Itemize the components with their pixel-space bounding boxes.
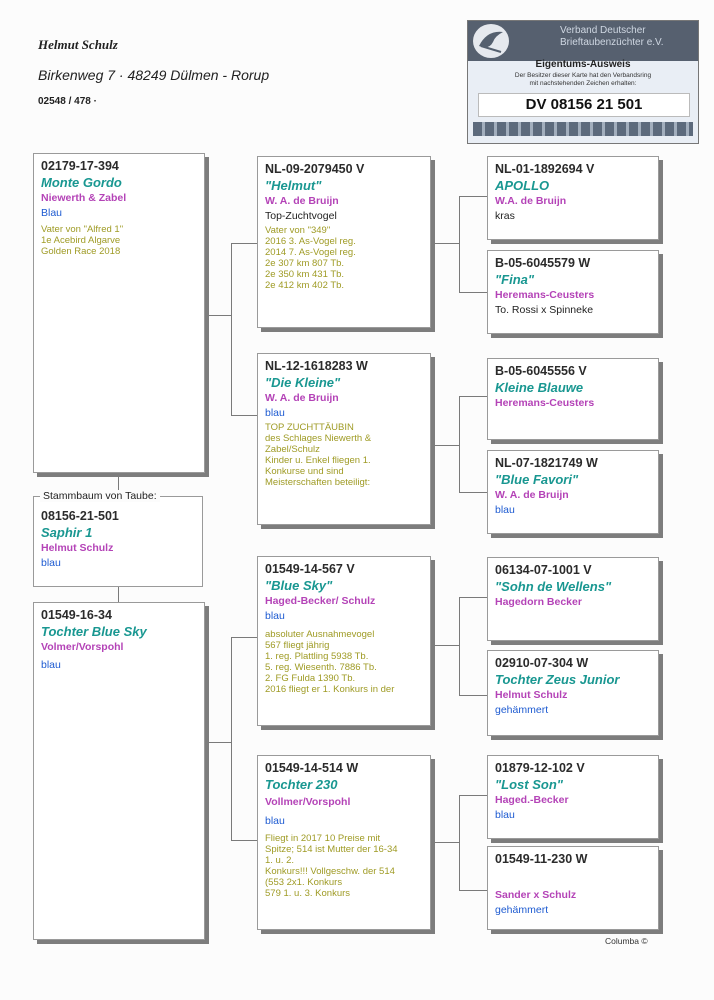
pigeon-name: "Helmut": [265, 178, 322, 193]
color: gehämmert: [495, 904, 549, 916]
pigeon-name: Kleine Blauwe: [495, 380, 584, 395]
color: blau: [41, 557, 61, 569]
pigeon-box-father: [33, 153, 205, 473]
color: blau: [495, 809, 515, 821]
ring-number: B-05-6045556 V: [495, 364, 587, 378]
owner-code: 02548 / 478 ·: [38, 96, 97, 107]
breeder: Haged-Becker/ Schulz: [265, 595, 376, 607]
connector: [231, 840, 257, 841]
pigeon-name: "Lost Son": [495, 777, 563, 792]
connector: [459, 396, 460, 492]
connector: [231, 637, 232, 840]
connector: [459, 292, 487, 293]
connector: [431, 842, 459, 843]
breeder: Helmut Schulz: [495, 689, 568, 701]
note: TOP ZUCHTTÄUBIN des Schlages Niewerth & Zabel/Schulz Kinder u. Enkel fliegen 1. Konkurse und sind Meisterschaften beteiligt:: [265, 422, 372, 488]
connector: [459, 795, 487, 796]
note: absoluter Ausnahmevogel 567 fliegt jährig 1. reg. Plattling 5938 Tb. 5. reg. Wiesenth. 7886 Tb. 2. FG Fulda 1390 Tb. 2016 fliegt er 1. Konkurs in der: [265, 629, 395, 695]
breeder: Sander x Schulz: [495, 889, 577, 901]
pigeon-name: Tochter Blue Sky: [41, 624, 147, 639]
color: blau: [265, 407, 285, 419]
pigeon-box-subject: [33, 496, 203, 587]
breeder: Haged.-Becker: [495, 794, 569, 806]
owner-name: Helmut Schulz: [38, 37, 118, 52]
pigeon-box-ff-father: [487, 156, 659, 240]
pigeon-box-fm-mother: [487, 450, 659, 534]
ring-number: 02179-17-394: [41, 159, 119, 173]
ring-number: NL-09-2079450 V: [265, 162, 365, 176]
connector: [231, 637, 257, 638]
pigeon-name: APOLLO: [495, 178, 550, 193]
card-number-box: [478, 93, 690, 117]
breeder: Heremans-Ceusters: [495, 289, 595, 301]
card-pattern: [473, 122, 693, 136]
pigeon-box-father-father: [257, 156, 431, 328]
connector: [205, 315, 231, 316]
ring-number: NL-12-1618283 W: [265, 359, 368, 373]
color: kras: [495, 210, 515, 222]
pigeon-box-fm-father: [487, 358, 659, 440]
connector: [459, 196, 487, 197]
color: blau: [41, 659, 61, 671]
pigeon-logo-icon: [473, 24, 509, 58]
pigeon-box-mm-father: [487, 755, 659, 839]
ring-number: 01549-16-34: [41, 608, 112, 622]
pigeon-name: Saphir 1: [41, 525, 93, 540]
breeder: W.A. de Bruijn: [495, 195, 567, 207]
note: Vater von "Alfred 1" 1e Acebird Algarve Golden Race 2018: [41, 224, 124, 257]
color: blau: [265, 815, 285, 827]
pigeon-name: "Fina": [495, 272, 535, 287]
ring-number: 01549-14-567 V: [265, 562, 355, 576]
pigeon-box-mm-mother: [487, 846, 659, 930]
breeder: Hagedorn Becker: [495, 596, 582, 608]
pigeon-name: Tochter Zeus Junior: [495, 672, 620, 687]
ring-number: 01879-12-102 V: [495, 761, 585, 775]
connector: [459, 492, 487, 493]
connector: [118, 587, 119, 602]
connector: [459, 890, 487, 891]
connector: [231, 243, 232, 415]
pigeon-box-ff-mother: [487, 250, 659, 334]
stammbaum-label: Stammbaum von Taube:: [40, 490, 160, 502]
ownership-card: [467, 20, 699, 144]
connector: [459, 597, 487, 598]
color: blau: [495, 504, 515, 516]
note: Vater von "349" 2016 3. As-Vogel reg. 2014 7. As-Vogel reg. 2e 307 km 807 Tb. 2e 350 km 431 Tb. 2e 412 km 402 Tb.: [265, 225, 356, 291]
ring-number: NL-01-1892694 V: [495, 162, 595, 176]
breeder: Heremans-Ceusters: [495, 397, 595, 409]
pigeon-box-mother: [33, 602, 205, 940]
breeder: Niewerth & Zabel: [41, 192, 127, 204]
card-header: [468, 21, 698, 61]
color: Top-Zuchtvogel: [265, 210, 337, 222]
breeder: Vollmer/Vorspohl: [265, 796, 351, 808]
ring-number: 06134-07-1001 V: [495, 563, 592, 577]
ring-number: 02910-07-304 W: [495, 656, 589, 670]
card-organization: Verband Deutscher Brieftaubenzüchter e.V.: [560, 25, 664, 48]
connector: [431, 645, 459, 646]
color: Blau: [41, 207, 63, 219]
connector: [459, 597, 460, 695]
ring-number: 01549-11-230 W: [495, 852, 588, 866]
connector: [459, 196, 460, 292]
pigeon-name: [495, 867, 651, 884]
breeder: W. A. de Bruijn: [495, 489, 569, 501]
connector: [231, 415, 257, 416]
breeder: W. A. de Bruijn: [265, 195, 339, 207]
breeder: Volmer/Vorspohl: [41, 641, 124, 653]
connector: [459, 695, 487, 696]
card-description: Der Besitzer dieser Karte hat den Verbandsring mit nachstehenden Zeichen erhalten:: [514, 72, 652, 87]
color: blau: [265, 610, 285, 622]
footer-columba: Columba ©: [605, 936, 648, 946]
ring-number: 08156-21-501: [41, 509, 119, 523]
pigeon-box-mother-father: [257, 556, 431, 726]
connector: [205, 742, 231, 743]
ring-number: 01549-14-514 W: [265, 761, 359, 775]
pigeon-box-mf-mother: [487, 650, 659, 736]
pigeon-name: "Die Kleine": [265, 375, 341, 390]
card-title: Eigentums-Ausweis: [535, 59, 631, 70]
color: To. Rossi x Spinneke: [495, 304, 594, 316]
connector: [231, 243, 257, 244]
pigeon-box-father-mother: [257, 353, 431, 525]
owner-address: Birkenweg 7 · 48249 Dülmen - Rorup: [38, 67, 270, 83]
pigeon-name: Tochter 230: [265, 777, 338, 792]
pigeon-name: Monte Gordo: [41, 175, 122, 190]
color: gehämmert: [495, 704, 549, 716]
card-ring-number: DV 08156 21 501: [525, 96, 643, 113]
ring-number: NL-07-1821749 W: [495, 456, 598, 470]
breeder: W. A. de Bruijn: [265, 392, 339, 404]
breeder: Helmut Schulz: [41, 542, 114, 554]
pigeon-box-mf-father: [487, 557, 659, 641]
pigeon-name: "Sohn de Wellens": [495, 579, 612, 594]
note: Fliegt in 2017 10 Preise mit Spitze; 514 ist Mutter der 16-34 1. u. 2. Konkurs!!! Vollgeschw. der 514 (553 2x1. Konkurs 579 1. u. 3. Konkurs: [265, 833, 398, 899]
connector: [459, 396, 487, 397]
ring-number: B-05-6045579 W: [495, 256, 591, 270]
connector: [459, 795, 460, 890]
connector: [431, 445, 459, 446]
pigeon-box-mother-mother: [257, 755, 431, 930]
connector: [431, 243, 459, 244]
pigeon-name: "Blue Sky": [265, 578, 333, 593]
pigeon-name: "Blue Favori": [495, 472, 579, 487]
